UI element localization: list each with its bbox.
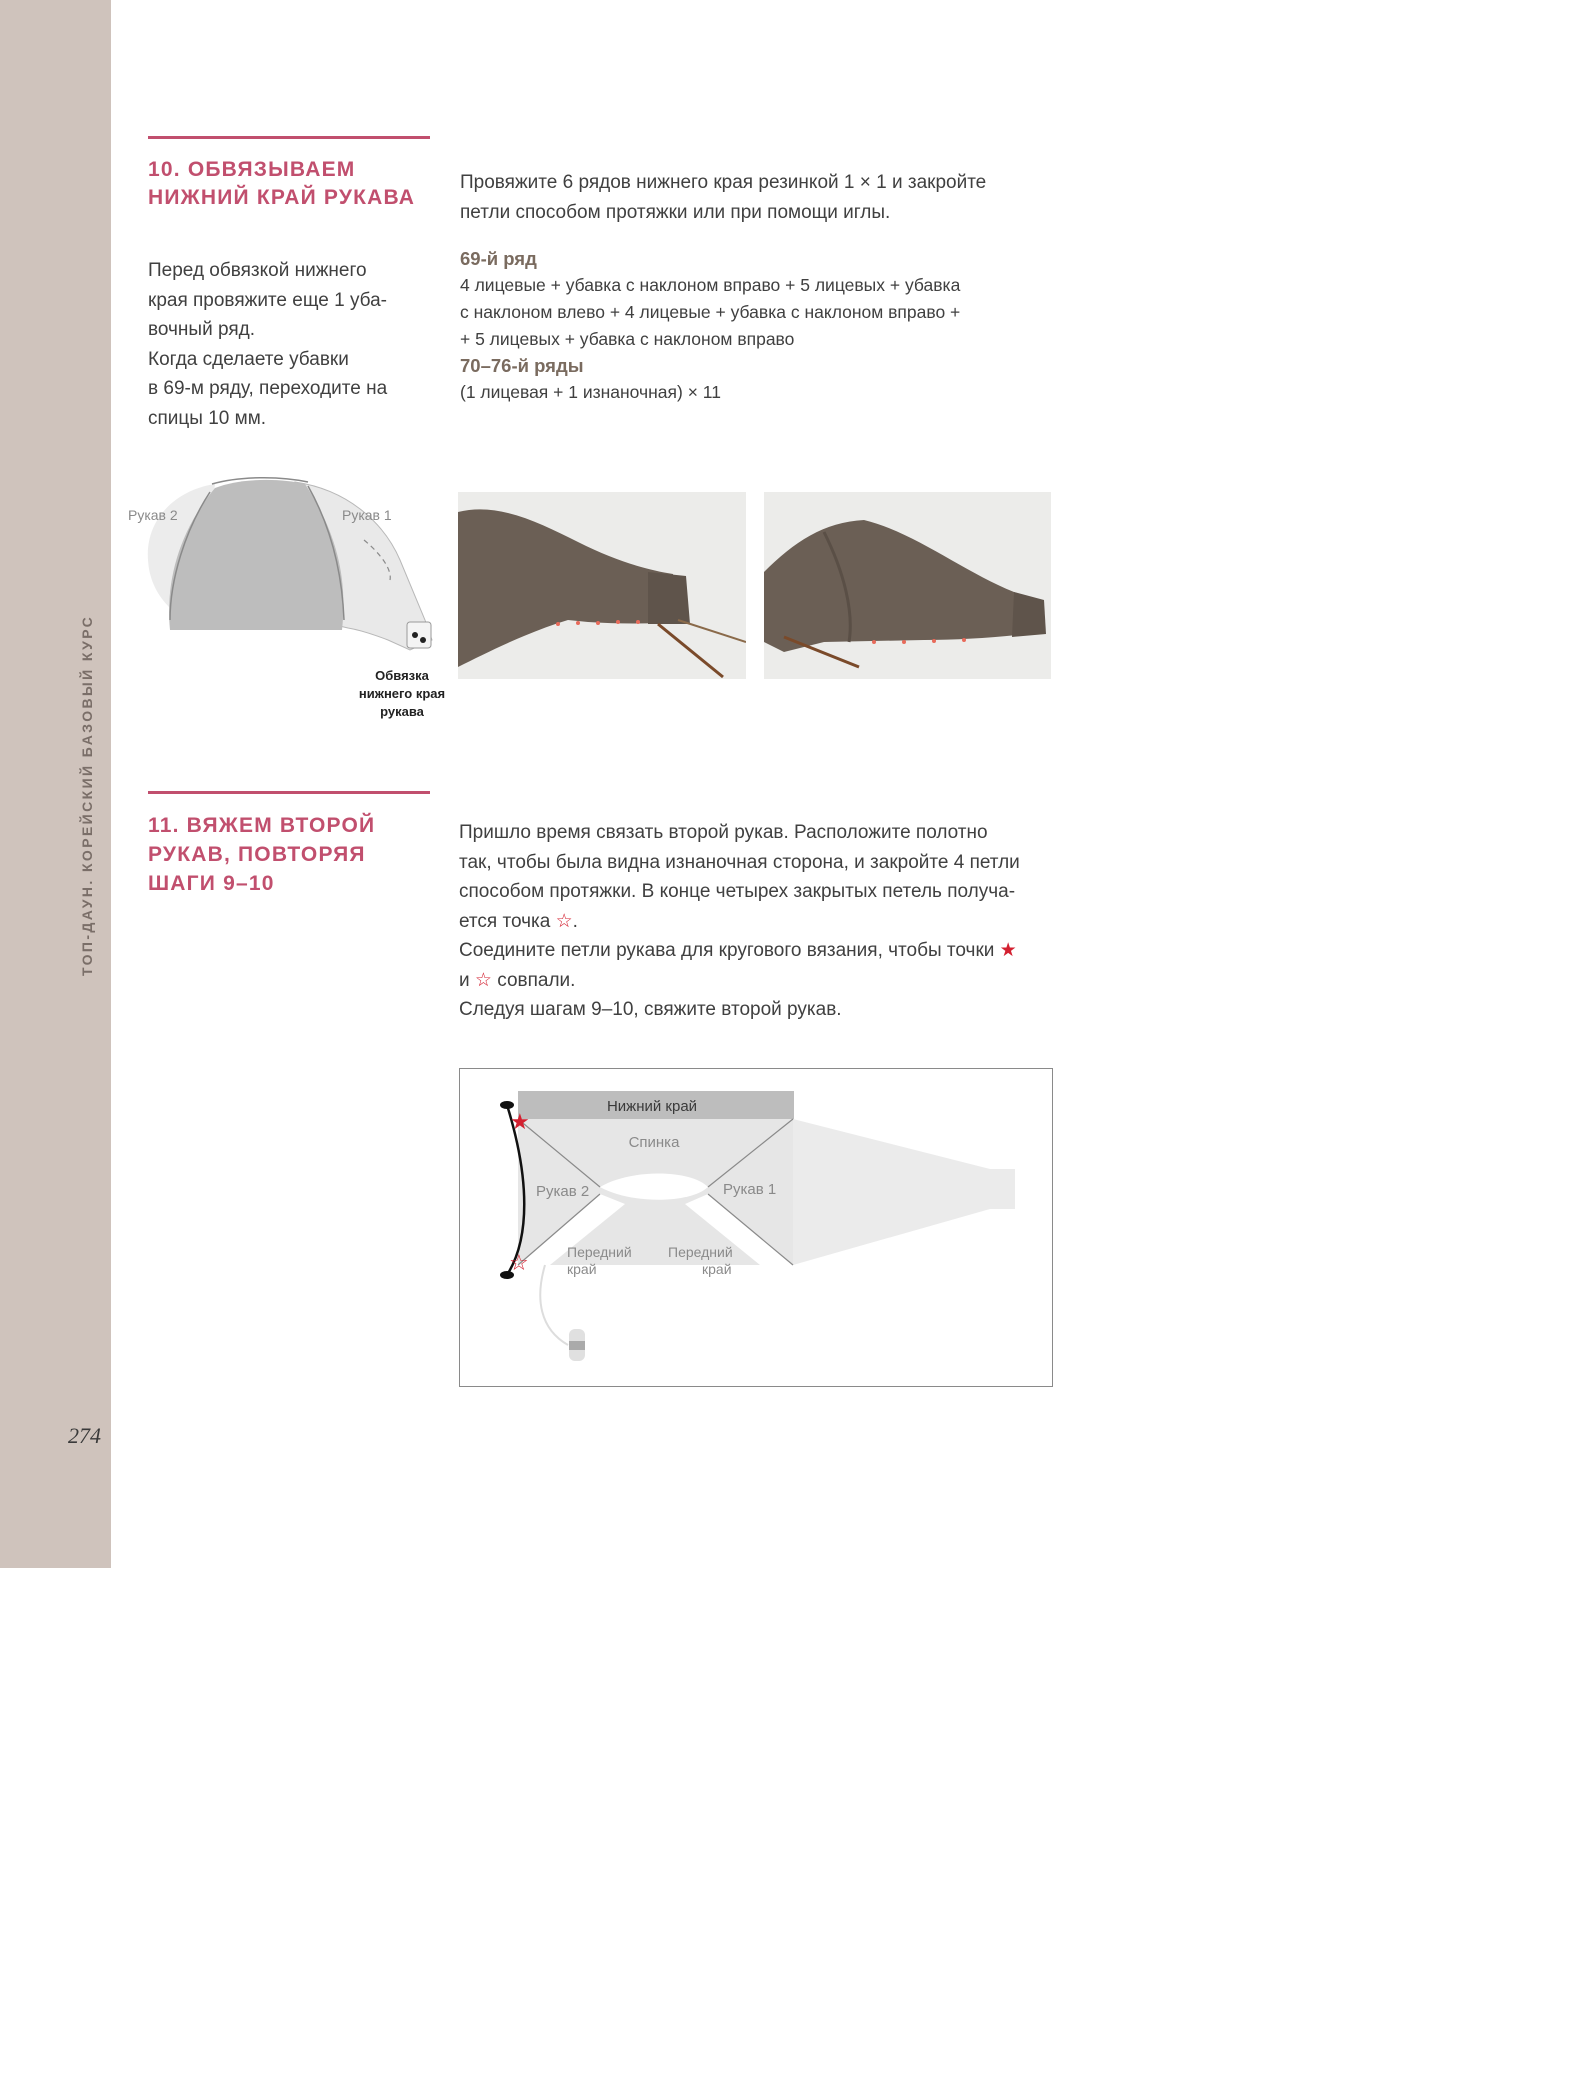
- step11-text: [459, 818, 1020, 1025]
- text-line: Следуя шагам 9–10, свяжите второй рукав.: [459, 999, 842, 1020]
- running-title: ТОП-ДАУН. КОРЕЙСКИЙ БАЗОВЫЙ КУРС: [79, 614, 95, 976]
- step11-heading-line: РУКАВ, ПОВТОРЯЯ: [148, 843, 366, 866]
- p1-last: ется точка: [459, 910, 551, 932]
- text-line: в 69-м ряду, переходите на: [148, 378, 388, 399]
- star-filled-icon: ★: [510, 1110, 530, 1135]
- text-line: вочный ряд.: [148, 319, 255, 340]
- label-front-right-2: край: [702, 1261, 732, 1277]
- page-number: 274: [68, 1423, 101, 1448]
- step11-heading-line: 11. ВЯЖЕМ ВТОРОЙ: [148, 814, 376, 837]
- star-outline-icon: ☆: [555, 910, 573, 932]
- row69-line: с наклоном влево + 4 лицевые + убавка с наклоном вправо +: [460, 302, 961, 322]
- text-line: Перед обвязкой нижнего: [148, 260, 367, 281]
- label-front-left-2: край: [567, 1261, 597, 1277]
- label-sleeve2: Рукав 2: [536, 1183, 590, 1200]
- step10-intro: [460, 168, 986, 227]
- label-front-right: Передний: [668, 1244, 733, 1260]
- step10-heading: [148, 156, 415, 212]
- sweater-diagram: [120, 470, 460, 730]
- star-filled-icon: ★: [999, 940, 1017, 961]
- text-line: Когда сделаете убавки: [148, 348, 349, 370]
- section-rule-10: [148, 136, 430, 139]
- text-line: [459, 936, 1020, 966]
- p2-line1: Соедините петли рукава для кругового вязания, чтобы точки: [459, 940, 995, 961]
- label-bottom-edge: Нижний край: [606, 1098, 698, 1115]
- label-sleeve2: Рукав 2: [128, 507, 178, 523]
- sleeve1-extension: [793, 1119, 1015, 1265]
- text-line: петли способом протяжки или при помощи иглы.: [460, 201, 891, 223]
- text-line: способом протяжки. В конце четырех закрытых петель получа-: [459, 881, 1016, 902]
- row70-text: (1 лицевая + 1 изнаночная) × 11: [460, 382, 721, 402]
- p2-line2-b: совпали.: [497, 969, 576, 991]
- step10-heading-line1: 10. ОБВЯЗЫВАЕМ: [148, 158, 356, 181]
- label-front-left: Передний: [567, 1244, 632, 1260]
- label-sleeve1: Рукав 1: [342, 507, 392, 523]
- caption-line: нижнего края: [358, 686, 446, 701]
- star-outline-icon: ☆: [474, 969, 492, 991]
- text-line: Пришло время связать второй рукав. Расположите полотно: [459, 822, 988, 843]
- section-rule-11: [148, 791, 430, 794]
- p2-line2-a: и: [459, 969, 470, 991]
- text-line: спицы 10 мм.: [148, 407, 267, 429]
- row70-title: 70–76-й ряды: [460, 355, 584, 376]
- label-sleeve1: Рукав 1: [723, 1181, 777, 1198]
- text-line: Провяжите 6 рядов нижнего края резинкой 1 × 1 и закройте: [460, 172, 987, 193]
- step10-heading-line2: НИЖНИЙ КРАЙ РУКАВА: [148, 186, 416, 209]
- row-instructions: [460, 246, 960, 406]
- step11-heading: [148, 811, 375, 898]
- row69-line: + 5 лицевых + убавка с наклоном вправо: [460, 329, 795, 349]
- step10-left-text: [148, 256, 387, 433]
- text-line: [459, 966, 1020, 996]
- cuff: [407, 622, 431, 648]
- label-back: Спинка: [628, 1134, 680, 1151]
- text-line: ется точка ☆.: [459, 910, 578, 932]
- text-line: края провяжите еще 1 уба-: [148, 289, 387, 311]
- caption-line: рукава: [380, 704, 424, 719]
- row69-title: 69-й ряд: [460, 248, 537, 269]
- flat-layout-diagram: [459, 1068, 1053, 1387]
- photo-sleeve-full: [764, 492, 1051, 679]
- caption-line: Обвязка: [375, 668, 429, 683]
- photo-sleeve-edge: [458, 492, 746, 679]
- step11-heading-line: ШАГИ 9–10: [148, 872, 275, 895]
- text-line: так, чтобы была видна изнаночная сторона, и закройте 4 петли: [459, 851, 1020, 873]
- star-outline-icon: ☆: [509, 1251, 529, 1276]
- row69-line: 4 лицевые + убавка с наклоном вправо + 5 лицевых + убавка: [460, 275, 961, 295]
